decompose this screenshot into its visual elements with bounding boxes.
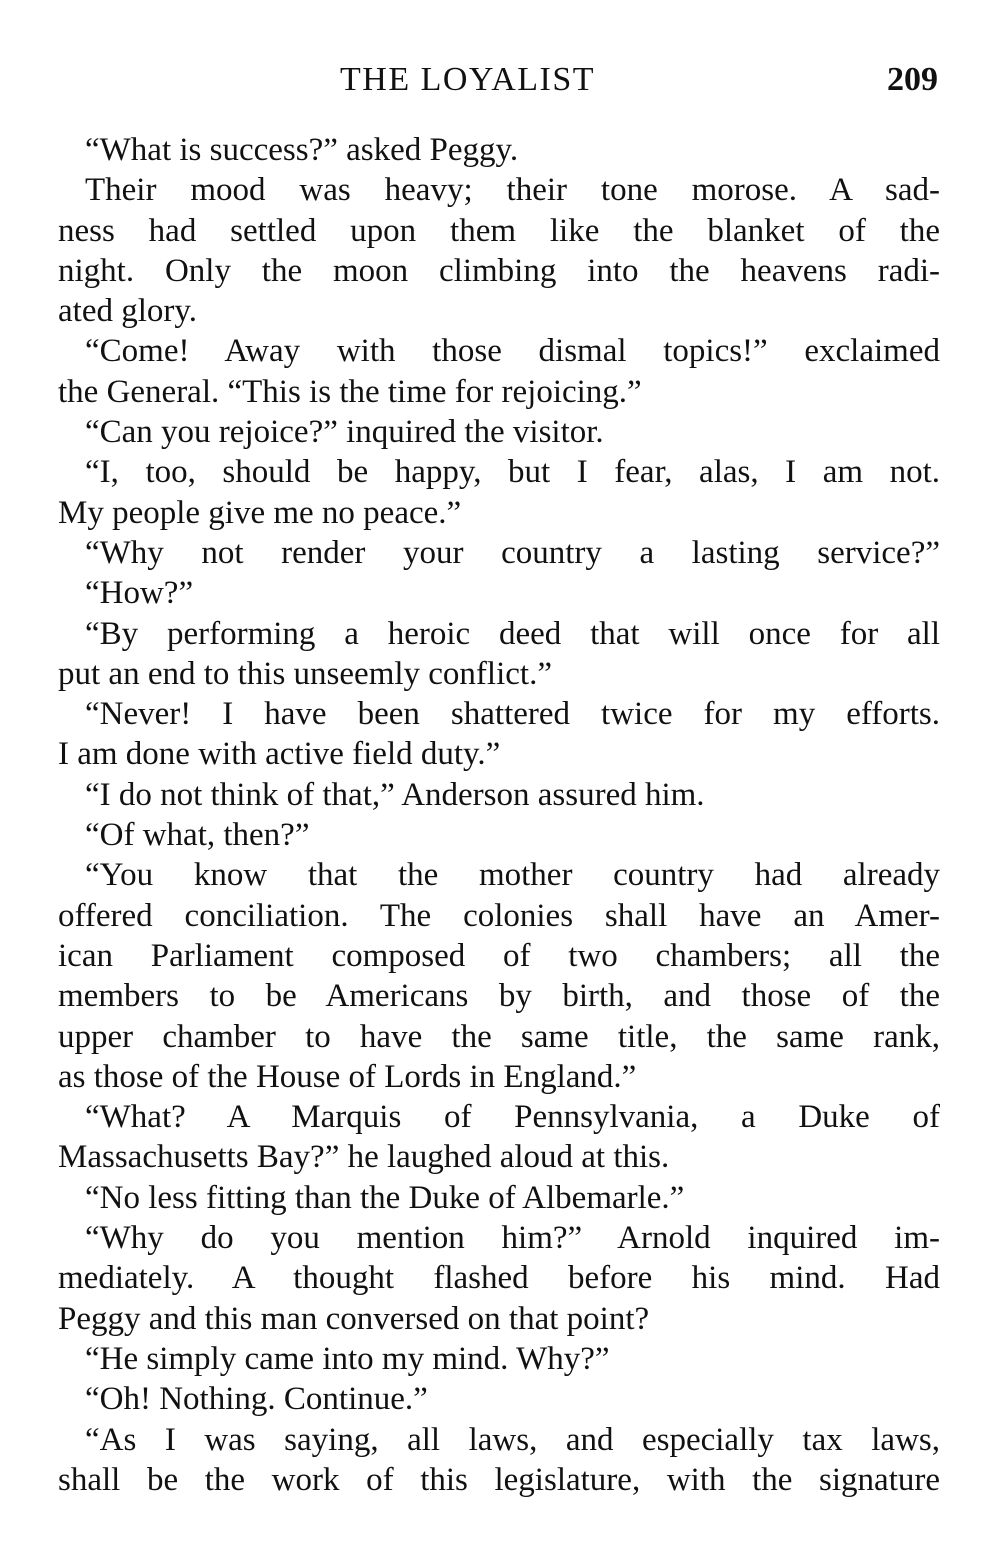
text-line: “No less fitting than the Duke of Albemarle.”	[85, 1179, 685, 1216]
text-line: “By performing a heroic deed that will once for all	[85, 615, 940, 652]
text-line: “What is success?” asked Peggy.	[85, 132, 519, 168]
text-line: “Oh! Nothing. Continue.”	[85, 1381, 428, 1418]
text-line: night. Only the moon climbing into the heavens radi-	[58, 252, 940, 289]
text-line: “Come! Away with those dismal topics!” exclaimed	[85, 333, 940, 370]
text-line: shall be the work of this legislature, with the signature	[58, 1461, 940, 1498]
text-line: “As I was saying, all laws, and especially tax laws,	[85, 1421, 940, 1458]
page-header	[58, 52, 940, 108]
text-line: “You know that the mother country had already	[85, 857, 940, 894]
body-text	[58, 130, 940, 1500]
book-page	[58, 52, 940, 1512]
text-line: upper chamber to have the same title, the same rank,	[58, 1018, 940, 1055]
text-line: Their mood was heavy; their tone morose. A sad-	[85, 172, 940, 209]
text-line: “Can you rejoice?” inquired the visitor.	[85, 414, 604, 451]
text-line: Peggy and this man conversed on that point?	[58, 1300, 650, 1337]
text-line: as those of the House of Lords in England.”	[58, 1058, 637, 1095]
page-number: 209	[887, 61, 938, 98]
text-line: I am done with active field duty.”	[58, 736, 501, 773]
text-line: ated glory.	[58, 293, 197, 330]
text-line: “Why do you mention him?” Arnold inquired im-	[85, 1220, 940, 1257]
text-line: mediately. A thought flashed before his mind. Had	[58, 1260, 940, 1297]
text-line: “What? A Marquis of Pennsylvania, a Duke of	[85, 1099, 940, 1136]
text-line: “I do not think of that,” Anderson assured him.	[85, 776, 705, 813]
text-line: ness had settled upon them like the blanket of the	[58, 212, 940, 249]
text-line: “How?”	[85, 575, 194, 612]
text-line: “I, too, should be happy, but I fear, alas, I am not.	[85, 454, 940, 491]
text-line: put an end to this unseemly conflict.”	[58, 655, 552, 692]
text-line: Massachusetts Bay?” he laughed aloud at this.	[58, 1139, 670, 1176]
text-line: “Of what, then?”	[85, 817, 310, 854]
running-head: THE LOYALIST	[340, 61, 596, 98]
text-line: the General. “This is the time for rejoicing.”	[58, 373, 642, 410]
text-line: ican Parliament composed of two chambers; all the	[58, 937, 940, 974]
text-line: My people give me no peace.”	[58, 494, 462, 531]
text-line: offered conciliation. The colonies shall have an Amer-	[58, 897, 940, 934]
text-line: members to be Americans by birth, and those of the	[58, 978, 940, 1015]
text-line: “Why not render your country a lasting service?”	[85, 534, 940, 571]
text-line: “Never! I have been shattered twice for my efforts.	[85, 696, 940, 733]
text-line: “He simply came into my mind. Why?”	[85, 1340, 610, 1377]
